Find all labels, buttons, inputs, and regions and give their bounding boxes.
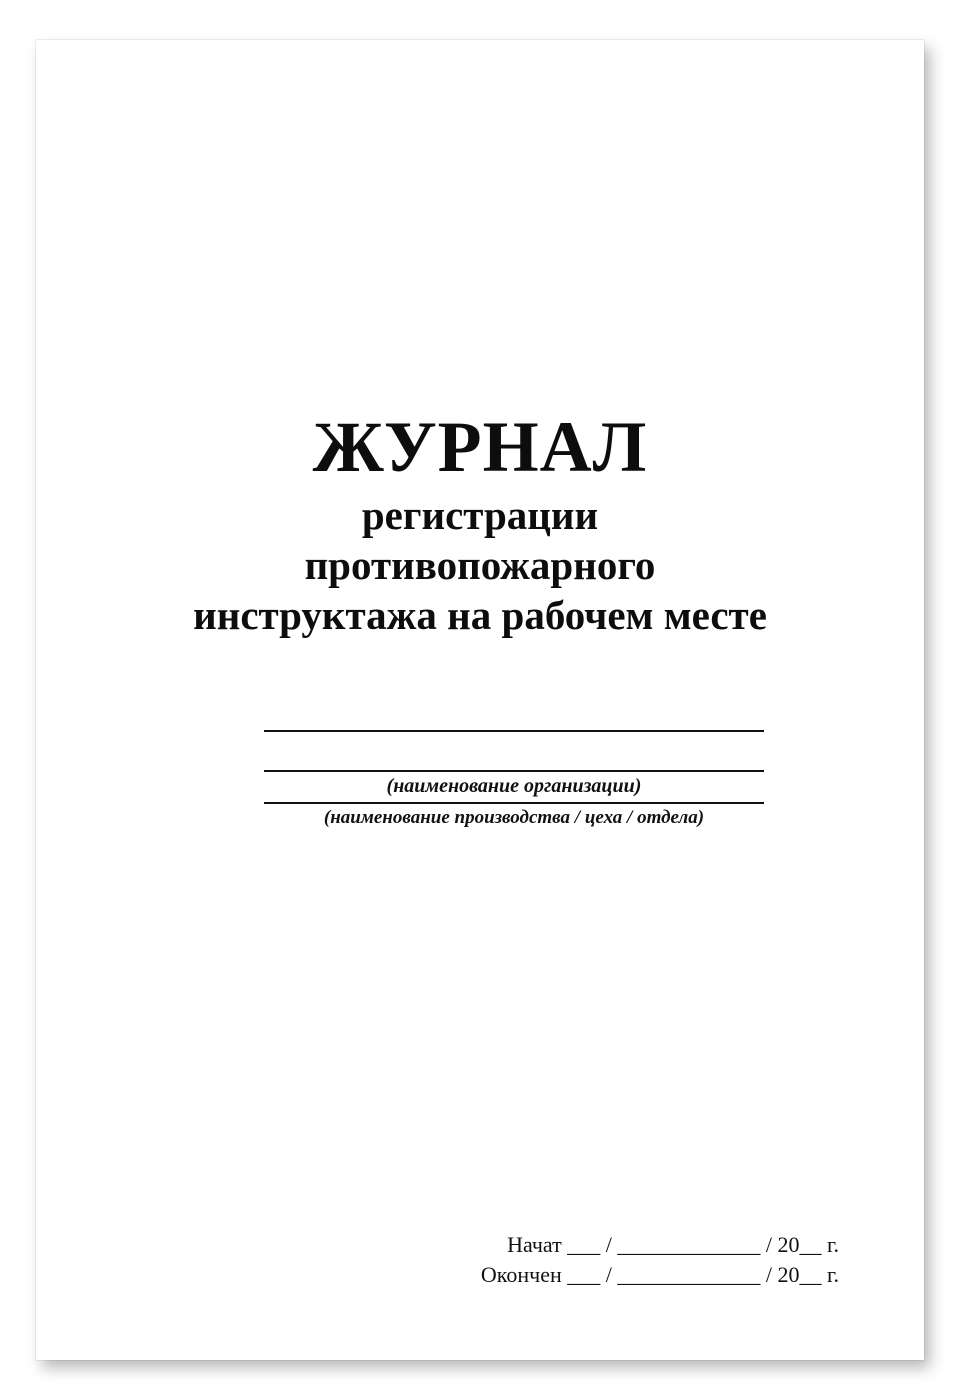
title-block (116, 407, 844, 640)
department-caption: (наименование производства / цеха / отдела) (323, 807, 705, 828)
date-footer-block (481, 1230, 839, 1290)
department-rule (264, 802, 764, 804)
document-subtitle-line-2: противопожарного (304, 542, 656, 588)
organization-input-area[interactable] (264, 732, 764, 770)
document-title: ЖУРНАЛ (312, 407, 648, 487)
document-subtitle-line-3: инструктажа на рабочем месте (193, 592, 767, 638)
started-date-field[interactable]: Начат ___ / _____________ / 20__ г. (507, 1232, 839, 1257)
document-sheet (36, 40, 924, 1360)
document-body (36, 40, 924, 1360)
document-subtitle-line-1: регистрации (361, 492, 599, 538)
organization-caption: (наименование организации) (386, 775, 642, 797)
organization-fill-block (264, 730, 764, 829)
finished-date-field[interactable]: Окончен ___ / _____________ / 20__ г. (480, 1262, 839, 1287)
organization-rule-bottom (264, 770, 764, 772)
